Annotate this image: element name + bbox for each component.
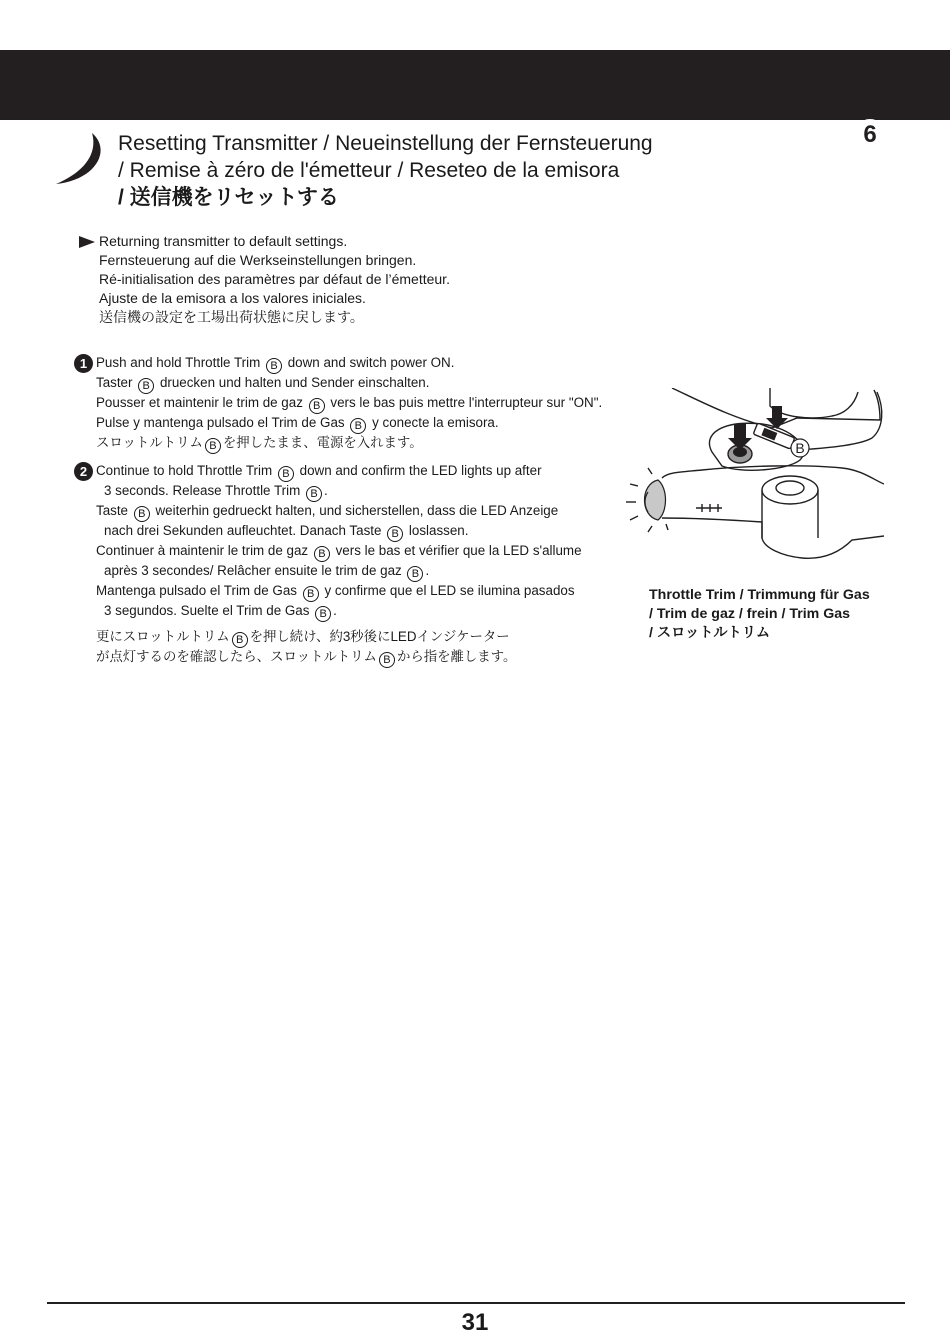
chapter-number-badge: 6: [854, 119, 886, 151]
step-2: [74, 462, 582, 668]
title-line-1: Resetting Transmitter / Neueinstellung der Fernsteuerung: [118, 132, 653, 155]
marker-b-icon: B: [232, 632, 248, 648]
step2-german-cont: nach drei Sekunden aufleuchtet. Danach Taste B loslassen.: [104, 523, 469, 540]
marker-b-icon: B: [407, 566, 423, 582]
arrow-right-icon: [79, 236, 95, 248]
marker-b-icon: B: [309, 398, 325, 414]
marker-b-icon: B: [387, 526, 403, 542]
step2-spanish-cont: 3 segundos. Suelte el Trim de Gas B .: [104, 603, 337, 620]
caption-line-1: Throttle Trim / Trimmung für Gas: [649, 587, 870, 603]
intro-line: Ajuste de la emisora a los valores iniciales.: [99, 290, 366, 306]
step1-japanese: スロットルトリム B を押したまま、電源を入れます。: [96, 435, 423, 452]
step2-english-cont: 3 seconds. Release Throttle Trim B .: [104, 483, 328, 500]
crescent-icon: [54, 132, 106, 186]
marker-b-icon: B: [315, 606, 331, 622]
intro-line: Ré-initialisation des paramètres par défaut de l’émetteur.: [99, 271, 450, 287]
marker-b-icon: B: [205, 438, 221, 454]
step1-french: Pousser et maintenir le trim de gaz B vers le bas puis mettre l'interrupteur sur "ON".: [96, 395, 603, 412]
step-number-badge: 2: [74, 462, 93, 481]
marker-b-icon: B: [379, 652, 395, 668]
intro-line: Returning transmitter to default settings.: [99, 233, 348, 249]
page-title: [118, 130, 818, 211]
marker-b-icon: B: [306, 486, 322, 502]
marker-b-icon: B: [303, 586, 319, 602]
step2-japanese-cont: が点灯するのを確認したら、スロットルトリム B から指を離します。: [96, 649, 517, 666]
intro-section: [79, 232, 639, 327]
marker-b-icon: B: [266, 358, 282, 374]
step2-spanish: Mantenga pulsado el Trim de Gas B y confirme que el LED se ilumina pasados: [96, 583, 575, 600]
marker-b-icon: B: [314, 546, 330, 562]
page-number: 31: [461, 1309, 489, 1336]
step2-japanese: 更にスロットルトリム B を押し続け、約3秒後にLEDインジケーター: [96, 629, 510, 646]
caption-line-3: / スロットルトリム: [649, 625, 771, 641]
transmitter-illustration: [622, 388, 884, 568]
step1-german: Taster B druecken und halten und Sender einschalten.: [96, 375, 430, 392]
step-1: [74, 354, 602, 454]
title-line-2: / Remise à zéro de l'émetteur / Reseteo de la emisora: [118, 159, 620, 182]
marker-b-icon: B: [138, 378, 154, 394]
step2-german: Taste B weiterhin gedrueckt halten, und sicherstellen, dass die LED Anzeige: [96, 503, 559, 520]
marker-b-icon: B: [134, 506, 150, 522]
step2-french-cont: après 3 secondes/ Relâcher ensuite le trim de gaz B .: [104, 563, 430, 580]
step2-english: Continue to hold Throttle Trim B down and confirm the LED lights up after: [96, 463, 542, 480]
step2-french: Continuer à maintenir le trim de gaz B vers le bas et vérifier que la LED s'allume: [96, 543, 582, 560]
intro-line: Fernsteuerung auf die Werkseinstellungen bringen.: [99, 252, 417, 268]
intro-line: 送信機の設定を工場出荷状態に戻します。: [99, 309, 364, 325]
title-line-3: / 送信機をリセットする: [118, 186, 339, 209]
step-number-badge: 1: [74, 354, 93, 373]
caption-line-2: / Trim de gaz / frein / Trim Gas: [649, 606, 851, 622]
marker-b-icon: B: [278, 466, 294, 482]
footer-divider: [47, 1302, 905, 1304]
step1-english: Push and hold Throttle Trim B down and switch power ON.: [96, 355, 455, 372]
step1-spanish: Pulse y mantenga pulsado el Trim de Gas B y conecte la emisora.: [96, 415, 499, 432]
illustration-button-label: B: [795, 440, 805, 456]
illustration-caption: [649, 586, 939, 643]
marker-b-icon: B: [350, 418, 366, 434]
